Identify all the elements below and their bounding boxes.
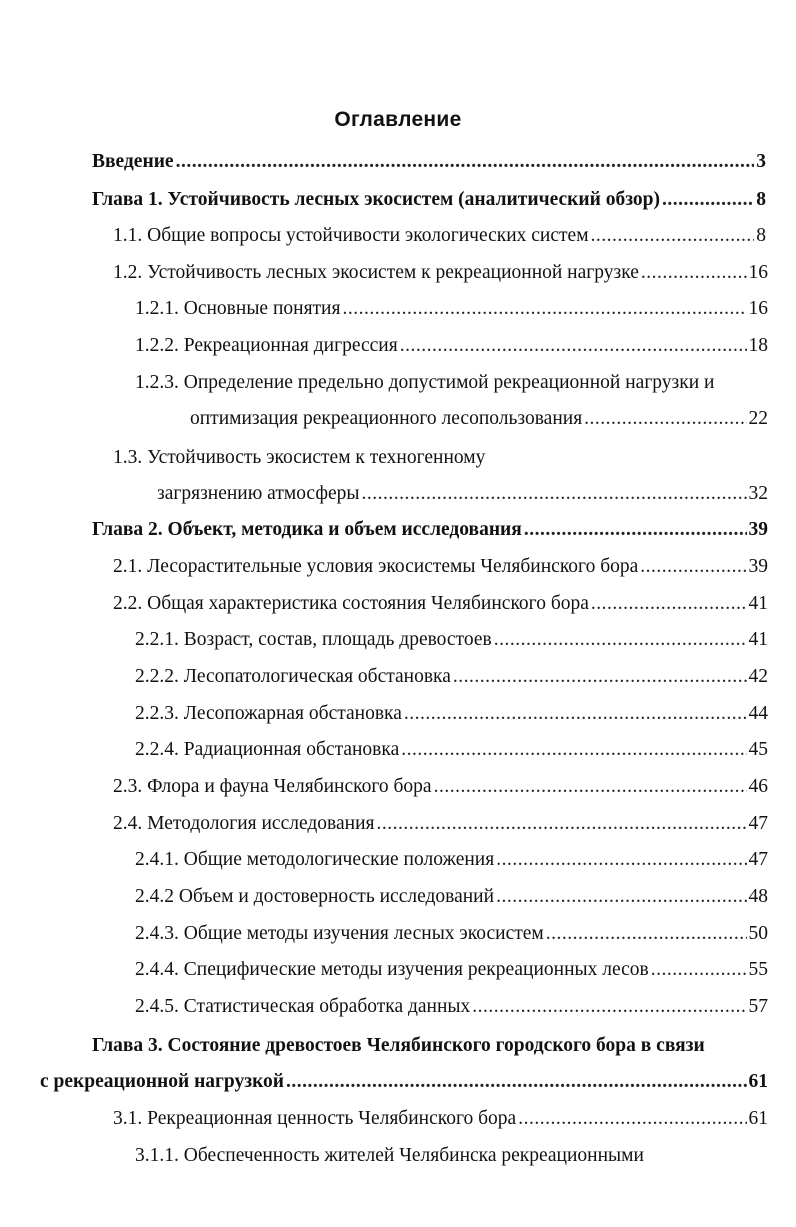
toc-entry-label: 3.1. Рекреационная ценность Челябинского бора — [113, 1108, 517, 1129]
toc-entry-label: 1.2.2. Рекреационная дигрессия — [135, 335, 398, 356]
toc-entry-1-2-2[interactable] — [135, 332, 768, 360]
toc-entry-label: 2.4.4. Специфические методы изучения рекреационных лесов — [135, 959, 649, 980]
toc-entry-page: 47 — [748, 849, 768, 870]
toc-entry-label: 2.3. Флора и фауна Челябинского бора — [113, 776, 432, 797]
toc-entry-page: 41 — [748, 629, 768, 650]
toc-leader-dots — [546, 920, 747, 948]
toc-leader-dots — [286, 1068, 746, 1096]
toc-entry-page: 8 — [756, 189, 766, 210]
toc-entry-page: 46 — [748, 776, 768, 797]
toc-entry-page: 55 — [748, 959, 768, 980]
toc-entry-label: 1.2.1. Основные понятия — [135, 298, 341, 319]
toc-entry-chapter-2[interactable] — [92, 516, 768, 544]
toc-entry-page: 50 — [748, 923, 768, 944]
toc-entry-label: 2.2.4. Радиационная обстановка — [135, 739, 400, 760]
toc-leader-dots — [524, 516, 747, 544]
toc-leader-dots — [176, 148, 755, 176]
toc-leader-dots — [518, 1105, 746, 1133]
toc-leader-dots — [400, 332, 747, 360]
toc-leader-dots — [496, 883, 746, 911]
toc-leader-dots — [376, 810, 746, 838]
toc-entry-2-2-2[interactable] — [135, 663, 768, 691]
toc-leader-dots — [361, 480, 746, 508]
toc-entry-page: 44 — [748, 703, 768, 724]
toc-entry-page: 32 — [748, 483, 768, 504]
toc-entry-label: Введение — [92, 151, 174, 172]
toc-entry-page: 57 — [748, 996, 768, 1017]
toc-leader-dots — [640, 553, 746, 581]
toc-entry-label: 2.1. Лесорастительные условия экосистемы Челябинского бора — [113, 556, 639, 577]
toc-entry-2-4-1[interactable] — [135, 846, 768, 874]
toc-leader-dots — [591, 590, 747, 618]
toc-entry-1-2-1[interactable] — [135, 295, 768, 323]
toc-entry-2-2-3[interactable] — [135, 700, 768, 728]
toc-entry-label: оптимизация рекреационного лесопользования — [190, 408, 583, 429]
toc-entry-page: 22 — [748, 408, 768, 429]
toc-entry-2-2-4[interactable] — [135, 736, 768, 764]
toc-entry-label: Глава 2. Объект, методика и объем исследования — [92, 519, 522, 540]
toc-entry-page: 39 — [748, 519, 768, 540]
toc-entry-label: 1.2. Устойчивость лесных экосистем к рекреационной нагрузке — [113, 262, 639, 283]
toc-entry-label: 2.4.1. Общие методологические положения — [135, 849, 495, 870]
toc-entry-2-1[interactable] — [113, 553, 768, 581]
toc-leader-dots — [496, 846, 746, 874]
toc-entry-2-3[interactable] — [113, 773, 768, 801]
toc-entry-page: 61 — [748, 1071, 768, 1092]
toc-leader-dots — [494, 626, 747, 654]
toc-entry-2-4-3[interactable] — [135, 920, 768, 948]
toc-leader-dots — [434, 773, 747, 801]
toc-entry-page: 61 — [748, 1108, 768, 1129]
toc-entry-page: 8 — [756, 225, 766, 246]
toc-entry-label: 2.4.3. Общие методы изучения лесных экосистем — [135, 923, 544, 944]
toc-title: Оглавление — [334, 108, 462, 131]
toc-entry-label: загрязнению атмосферы — [157, 483, 360, 504]
toc-entry-page: 16 — [748, 262, 768, 283]
toc-entry-label: 2.2.1. Возраст, состав, площадь древостоев — [135, 629, 492, 650]
toc-entry-page: 45 — [748, 739, 768, 760]
toc-entry-label: 2.4.2 Объем и достоверность исследований — [135, 886, 495, 907]
toc-entry-chapter-3-line1[interactable]: Глава 3. Состояние древостоев Челябинского городского бора в связи — [92, 1035, 705, 1056]
toc-entry-label: 2.2.3. Лесопожарная обстановка — [135, 703, 402, 724]
toc-leader-dots — [591, 222, 755, 250]
toc-entry-label: 2.4.5. Статистическая обработка данных — [135, 996, 471, 1017]
toc-entry-1-1[interactable] — [113, 222, 766, 250]
toc-entry-chapter-1[interactable] — [92, 186, 766, 214]
toc-entry-introduction[interactable] — [92, 148, 766, 176]
toc-entry-page: 18 — [748, 335, 768, 356]
toc-entry-2-2-1[interactable] — [135, 626, 768, 654]
toc-leader-dots — [342, 295, 746, 323]
toc-leader-dots — [584, 405, 746, 433]
toc-leader-dots — [641, 259, 747, 287]
toc-entry-page: 42 — [748, 666, 768, 687]
toc-leader-dots — [662, 186, 754, 214]
toc-entry-label: 2.2.2. Лесопатологическая обстановка — [135, 666, 451, 687]
toc-entry-2-2[interactable] — [113, 590, 768, 618]
toc-entry-1-3-line1[interactable]: 1.3. Устойчивость экосистем к техногенному — [113, 447, 486, 468]
toc-entry-1-3[interactable] — [157, 480, 768, 508]
toc-entry-label: с рекреационной нагрузкой — [40, 1071, 285, 1092]
toc-leader-dots — [453, 663, 747, 691]
toc-entry-2-4-5[interactable] — [135, 993, 768, 1021]
toc-entry-page: 3 — [756, 151, 766, 172]
toc-entry-1-2[interactable] — [113, 259, 768, 287]
toc-entry-label: 2.2. Общая характеристика состояния Челябинского бора — [113, 593, 589, 614]
toc-entry-page: 16 — [748, 298, 768, 319]
toc-entry-3-1[interactable] — [113, 1105, 768, 1133]
toc-leader-dots — [651, 956, 747, 984]
toc-entry-3-1-1-line1[interactable]: 3.1.1. Обеспеченность жителей Челябинска рекреационными — [135, 1145, 644, 1166]
toc-entry-page: 47 — [748, 813, 768, 834]
toc-entry-label: 2.4. Методология исследования — [113, 813, 375, 834]
toc-entry-1-2-3-line1[interactable]: 1.2.3. Определение предельно допустимой рекреационной нагрузки и — [135, 372, 715, 393]
toc-entry-page: 39 — [748, 556, 768, 577]
toc-entry-chapter-3[interactable] — [40, 1068, 768, 1096]
toc-entry-label: 1.1. Общие вопросы устойчивости экологических систем — [113, 225, 589, 246]
toc-entry-page: 41 — [748, 593, 768, 614]
toc-entry-1-2-3[interactable] — [190, 405, 768, 433]
toc-leader-dots — [404, 700, 747, 728]
toc-entry-2-4-4[interactable] — [135, 956, 768, 984]
toc-leader-dots — [401, 736, 746, 764]
toc-entry-2-4-2[interactable] — [135, 883, 768, 911]
toc-entry-2-4[interactable] — [113, 810, 768, 838]
toc-entry-page: 48 — [748, 886, 768, 907]
toc-entry-label: Глава 1. Устойчивость лесных экосистем (аналитический обзор) — [92, 189, 661, 210]
toc-leader-dots — [472, 993, 746, 1021]
